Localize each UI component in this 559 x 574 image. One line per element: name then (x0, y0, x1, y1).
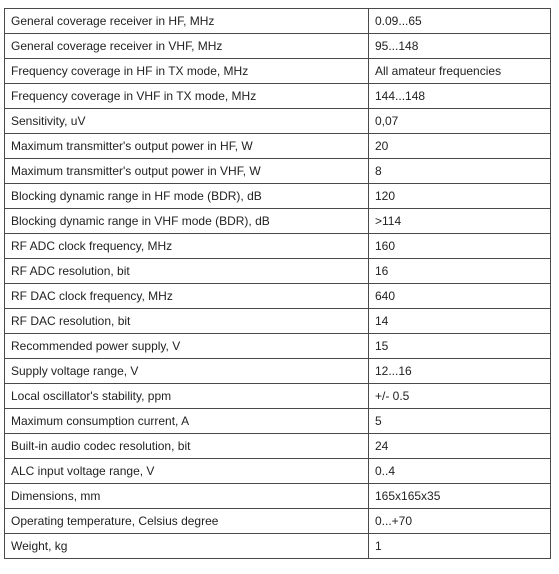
parameter-cell: Sensitivity, uV (5, 109, 369, 134)
parameter-cell: Maximum transmitter's output power in VHF, W (5, 159, 369, 184)
value-cell: 24 (369, 434, 551, 459)
parameter-cell: Maximum consumption current, A (5, 409, 369, 434)
parameter-cell: RF ADC clock frequency, MHz (5, 234, 369, 259)
table-row (5, 509, 551, 534)
value-cell: 5 (369, 409, 551, 434)
value-cell: >114 (369, 209, 551, 234)
table-row (5, 209, 551, 234)
value-cell: 120 (369, 184, 551, 209)
value-cell: 1 (369, 534, 551, 559)
parameter-cell: Recommended power supply, V (5, 334, 369, 359)
parameter-cell: Blocking dynamic range in HF mode (BDR), dB (5, 184, 369, 209)
table-row (5, 484, 551, 509)
table-row (5, 434, 551, 459)
parameter-cell: Dimensions, mm (5, 484, 369, 509)
value-cell: 0..4 (369, 459, 551, 484)
value-cell: 8 (369, 159, 551, 184)
value-cell: 12...16 (369, 359, 551, 384)
table-row (5, 9, 551, 34)
table-row (5, 534, 551, 559)
table-row (5, 184, 551, 209)
parameter-cell: Frequency coverage in VHF in TX mode, MHz (5, 84, 369, 109)
parameter-cell: Weight, kg (5, 534, 369, 559)
value-cell: 0...+70 (369, 509, 551, 534)
value-cell: 0.09...65 (369, 9, 551, 34)
table-row (5, 409, 551, 434)
table-row (5, 109, 551, 134)
specifications-table-body (5, 9, 551, 559)
value-cell: 95...148 (369, 34, 551, 59)
parameter-cell: RF DAC resolution, bit (5, 309, 369, 334)
table-row (5, 59, 551, 84)
table-row (5, 234, 551, 259)
parameter-cell: Blocking dynamic range in VHF mode (BDR), dB (5, 209, 369, 234)
value-cell: 144...148 (369, 84, 551, 109)
value-cell: 0,07 (369, 109, 551, 134)
table-row (5, 309, 551, 334)
value-cell: +/- 0.5 (369, 384, 551, 409)
value-cell: 640 (369, 284, 551, 309)
parameter-cell: Built-in audio codec resolution, bit (5, 434, 369, 459)
value-cell: All amateur frequencies (369, 59, 551, 84)
specifications-table (4, 8, 551, 559)
table-row (5, 84, 551, 109)
parameter-cell: Operating temperature, Celsius degree (5, 509, 369, 534)
value-cell: 165x165x35 (369, 484, 551, 509)
parameter-cell: RF ADC resolution, bit (5, 259, 369, 284)
value-cell: 160 (369, 234, 551, 259)
table-row (5, 284, 551, 309)
value-cell: 15 (369, 334, 551, 359)
table-row (5, 459, 551, 484)
parameter-cell: ALC input voltage range, V (5, 459, 369, 484)
table-row (5, 384, 551, 409)
table-row (5, 334, 551, 359)
value-cell: 16 (369, 259, 551, 284)
table-row (5, 34, 551, 59)
table-row (5, 359, 551, 384)
value-cell: 20 (369, 134, 551, 159)
value-cell: 14 (369, 309, 551, 334)
parameter-cell: General coverage receiver in VHF, MHz (5, 34, 369, 59)
table-row (5, 134, 551, 159)
parameter-cell: Frequency coverage in HF in TX mode, MHz (5, 59, 369, 84)
parameter-cell: Maximum transmitter's output power in HF, W (5, 134, 369, 159)
parameter-cell: Local oscillator's stability, ppm (5, 384, 369, 409)
table-row (5, 259, 551, 284)
parameter-cell: Supply voltage range, V (5, 359, 369, 384)
parameter-cell: RF DAC clock frequency, MHz (5, 284, 369, 309)
parameter-cell: General coverage receiver in HF, MHz (5, 9, 369, 34)
table-row (5, 159, 551, 184)
